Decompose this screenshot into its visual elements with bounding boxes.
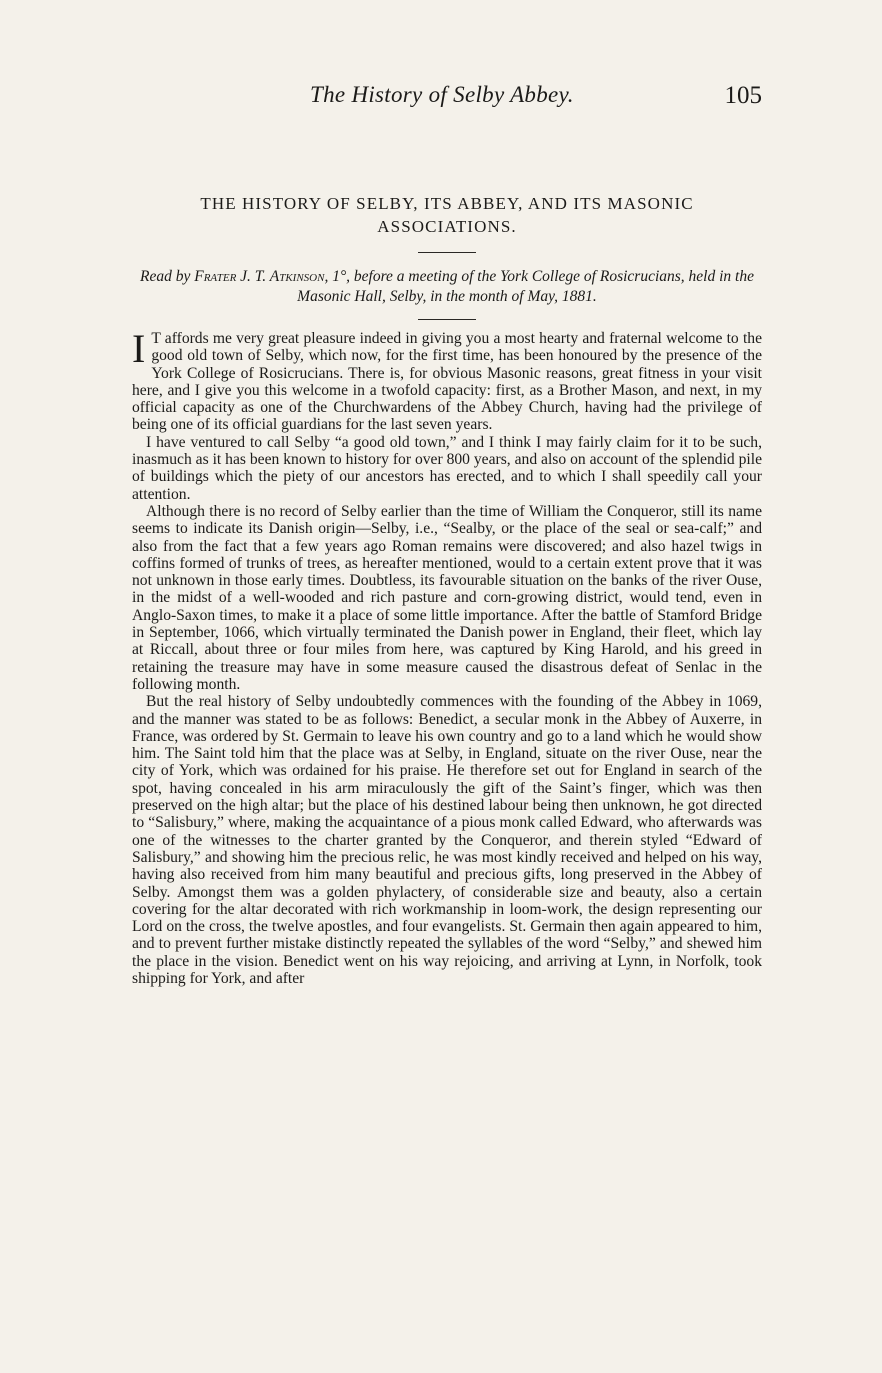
title-rule	[418, 252, 476, 253]
paragraph: But the real history of Selby undoubtedly commences with the founding of the Abbey in 1069, and the manner was stated to be as follows: Benedict, a secular monk in the Abbey of Auxerre, in France, was ordered by St. Germain to leave his own country and go to a land which he would show him. The Saint told him that the place was at Selby, in England, situate on the river Ouse, near the city of York, which was ordained for his praise. He therefore set out for England in search of the spot, having concealed in his arm miraculously the gift of the Saint’s finger, which was then preserved on the high altar; but the place of his destined labour being then unknown, he got directed to “Salisbury,” where, making the acquaintance of a pious monk called Edward, who afterwards was one of the witnesses to the charter granted by the Conqueror, and therein styled “Edward of Salisbury,” and showing him the precious relic, he was most kindly received and helped on his way, having also received from him many beautiful and precious gifts, long preserved in the Abbey of Selby. Amongst them was a golden phylactery, of considerable size and beauty, also a certain covering for the altar decorated with rich workmanship in loom-work, the design representing our Lord on the cross, the twelve apostles, and four evangelists. St. Germain then again appeared to him, and to prevent further mistake distinctly repeated the syllables of the word “Selby,” and shewed him the place in the vision. Benedict went on his way rejoicing, and arriving at Lynn, in Norfolk, took shipping for York, and after	[132, 693, 762, 987]
article-body	[132, 326, 762, 987]
page	[132, 78, 762, 987]
running-head	[132, 78, 762, 118]
running-title: The History of Selby Abbey.	[310, 82, 574, 107]
byline-rest: 1°, before a meeting of the York College of Rosicrucians, held in the Masonic Hall, Selby, in the month of May, 1881.	[297, 268, 754, 305]
paragraph-text: T affords me very great pleasure indeed in giving you a most hearty and fraternal welcome to the good old town of Selby, which now, for the first time, has been honoured by the presence of the York College of Rosicrucians. There is, for obvious Masonic reasons, great fitness in your visit here, and I give you this welcome in a twofold capacity: first, as a Brother Mason, and next, in my official capacity as one of the Churchwardens of the Abbey Church, having had the privilege of being one of its official guardians for the last seven years.	[132, 330, 762, 434]
byline	[132, 267, 762, 307]
article-title: THE HISTORY OF SELBY, ITS ABBEY, AND ITS MASONIC ASSOCIATIONS.	[200, 194, 694, 236]
paragraph: Although there is no record of Selby earlier than the time of William the Conqueror, still its name seems to indicate its Danish origin—Selby, i.e., “Sealby, or the place of the seal or sea-calf;” and also from the fact that a few years ago Roman remains were discovered; and also hazel twigs in coffins formed of trunks of trees, as hereafter mentioned, would to a certain extent prove that it was not unknown in those early times. Doubtless, its favourable situation on the banks of the river Ouse, in the midst of a well-wooded and rich pasture and corn-growing district, would tend, even in Anglo-Saxon times, to make it a place of some little importance. After the battle of Stamford Bridge in September, 1066, which virtually terminated the Danish power in England, their fleet, which lay at Riccall, about three or four miles from here, was captured by King Harold, and his greed in retaining the treasure may have in some measure caused the disastrous defeat of Senlac in the following month.	[132, 502, 762, 693]
byline-read-by: Read by	[140, 268, 191, 285]
paragraph	[132, 326, 762, 434]
byline-author: Frater J. T. Atkinson,	[194, 268, 329, 285]
page-number: 105	[724, 82, 762, 109]
drop-cap: I	[132, 326, 146, 371]
paragraph: I have ventured to call Selby “a good old town,” and I think I may fairly claim for it to be such, inasmuch as it has been known to history for over 800 years, and also on account of the splendid pile of buildings which the piety of our ancestors has erected, and to which I shall speedily call your attention.	[132, 433, 762, 503]
byline-rule	[418, 319, 476, 320]
